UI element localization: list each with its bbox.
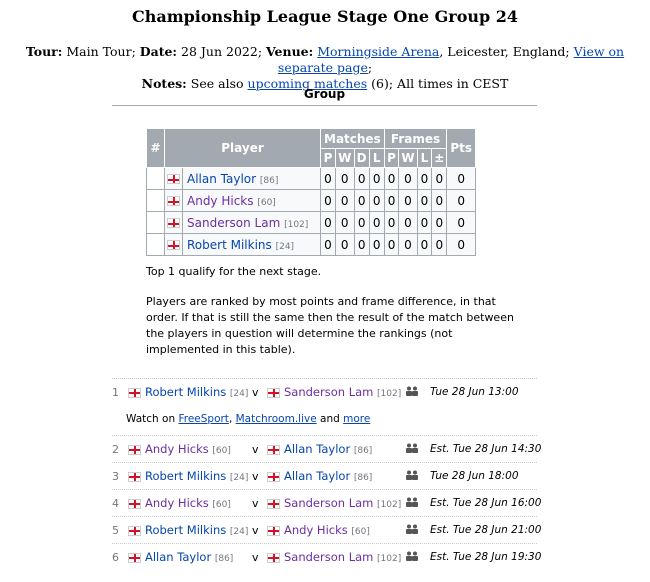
stat-cell: 0 bbox=[321, 234, 336, 256]
player-cell bbox=[183, 168, 321, 190]
match-row bbox=[112, 489, 542, 516]
col-frames: Frames bbox=[384, 129, 447, 149]
notes-pre: See also bbox=[190, 76, 244, 91]
standings-table bbox=[146, 128, 476, 256]
versus-label: v bbox=[252, 386, 259, 399]
col-matches: Matches bbox=[321, 129, 385, 149]
stat-cell: 0 bbox=[354, 168, 369, 190]
england-flag-icon bbox=[267, 499, 280, 509]
player-seed: [60] bbox=[212, 446, 231, 456]
stat-cell: 0 bbox=[447, 212, 476, 234]
player-two bbox=[267, 379, 401, 408]
stat-cell: 0 bbox=[335, 212, 354, 234]
england-flag-icon bbox=[128, 499, 141, 509]
stat-cell: 0 bbox=[447, 190, 476, 212]
tournament-info: Tour: Main Tour; Date: 28 Jun 2022; Venue: Morningside Arena, Leicester, England; View on separate page; Notes: See also upcoming matches (6); All times in CEST bbox=[25, 44, 625, 91]
player-link[interactable]: Robert Milkins bbox=[145, 385, 227, 399]
subcol-header: W bbox=[335, 149, 354, 168]
versus-label: v bbox=[252, 470, 259, 483]
player-link[interactable]: Sanderson Lam bbox=[284, 496, 374, 510]
venue-location: , Leicester, England; bbox=[439, 44, 570, 59]
player-seed: [60] bbox=[257, 197, 276, 208]
stat-cell: 0 bbox=[335, 234, 354, 256]
player-two bbox=[267, 436, 372, 465]
col-player: Player bbox=[165, 129, 321, 168]
stat-cell: 0 bbox=[354, 212, 369, 234]
rank-cell bbox=[147, 234, 165, 256]
match-row bbox=[112, 516, 542, 543]
notes-post: (6); All times in CEST bbox=[371, 76, 509, 91]
watch-and: and bbox=[320, 413, 340, 425]
stat-cell: 0 bbox=[354, 234, 369, 256]
match-row bbox=[112, 435, 542, 462]
england-flag-icon bbox=[128, 553, 141, 563]
player-link[interactable]: Andy Hicks bbox=[284, 523, 348, 537]
player-seed: [102] bbox=[377, 389, 402, 399]
match-row bbox=[112, 543, 542, 570]
stat-cell: 0 bbox=[369, 234, 384, 256]
flag-cell bbox=[165, 168, 183, 190]
rank-cell bbox=[147, 212, 165, 234]
player-seed: [86] bbox=[259, 175, 279, 186]
tour-label: Tour: bbox=[25, 44, 63, 59]
player-seed: [24] bbox=[229, 527, 249, 537]
separate-page-link[interactable]: View on separate page bbox=[277, 44, 625, 75]
match-number: 6 bbox=[112, 551, 119, 564]
player-two bbox=[267, 463, 372, 492]
players-icon[interactable] bbox=[405, 379, 419, 406]
table-row bbox=[147, 212, 476, 234]
freesport-link[interactable]: FreeSport bbox=[178, 413, 229, 425]
player-one bbox=[128, 517, 248, 546]
match-time: Est. Tue 28 Jun 16:00 bbox=[430, 497, 542, 509]
stat-cell: 0 bbox=[417, 212, 432, 234]
more-link[interactable]: more bbox=[343, 413, 371, 425]
stat-cell: 0 bbox=[432, 234, 447, 256]
flag-cell bbox=[165, 212, 183, 234]
player-link[interactable]: Andy Hicks bbox=[145, 442, 209, 456]
england-flag-icon bbox=[167, 174, 180, 184]
england-flag-icon bbox=[128, 388, 141, 398]
col-rank: # bbox=[147, 129, 165, 168]
stat-cell: 0 bbox=[447, 168, 476, 190]
watch-prefix: Watch on bbox=[126, 413, 176, 425]
stat-cell: 0 bbox=[335, 190, 354, 212]
versus-label: v bbox=[252, 497, 259, 510]
player-one bbox=[128, 490, 231, 519]
match-number: 2 bbox=[112, 443, 119, 456]
stat-cell: 0 bbox=[384, 168, 399, 190]
match-row bbox=[112, 378, 537, 405]
stat-cell: 0 bbox=[432, 168, 447, 190]
player-link[interactable]: Allan Taylor bbox=[187, 171, 257, 186]
ranking-note: Players are ranked by most points and frame difference, in that order. If that is still the same then the result of the match between the players in question will determine the rankings (not implemented in this table). bbox=[146, 295, 514, 356]
stat-cell: 0 bbox=[447, 234, 476, 256]
table-row bbox=[147, 190, 476, 212]
col-points: Pts bbox=[447, 129, 476, 168]
player-link[interactable]: Allan Taylor bbox=[284, 442, 351, 456]
watch-separator: , bbox=[228, 413, 233, 425]
player-seed: [86] bbox=[353, 446, 373, 456]
player-link[interactable]: Sanderson Lam bbox=[284, 385, 374, 399]
stat-cell: 0 bbox=[432, 190, 447, 212]
stat-cell: 0 bbox=[432, 212, 447, 234]
player-seed: [102] bbox=[284, 219, 309, 230]
england-flag-icon bbox=[167, 218, 180, 228]
page-title: Championship League Stage One Group 24 bbox=[131, 7, 519, 26]
table-row bbox=[147, 168, 476, 190]
versus-label: v bbox=[252, 551, 259, 564]
england-flag-icon bbox=[167, 196, 180, 206]
england-flag-icon bbox=[267, 553, 280, 563]
player-seed: [60] bbox=[351, 527, 370, 537]
match-number: 5 bbox=[112, 524, 119, 537]
player-cell bbox=[183, 212, 321, 234]
subcol-header: L bbox=[417, 149, 432, 168]
players-icon[interactable] bbox=[405, 544, 419, 571]
upcoming-matches-link[interactable]: upcoming matches bbox=[247, 76, 368, 91]
qualify-note: Top 1 qualify for the next stage. bbox=[146, 265, 322, 278]
player-link[interactable]: Andy Hicks bbox=[187, 193, 254, 208]
stat-cell: 0 bbox=[417, 168, 432, 190]
england-flag-icon bbox=[128, 445, 141, 455]
england-flag-icon bbox=[267, 445, 280, 455]
tour-value: Main Tour bbox=[66, 44, 132, 59]
player-one bbox=[128, 463, 248, 492]
stat-cell: 0 bbox=[321, 212, 336, 234]
player-link[interactable]: Sanderson Lam bbox=[284, 550, 374, 564]
match-number: 4 bbox=[112, 497, 119, 510]
match-list bbox=[112, 378, 542, 570]
match-number: 3 bbox=[112, 470, 119, 483]
players-icon[interactable] bbox=[405, 490, 419, 517]
england-flag-icon bbox=[267, 526, 280, 536]
stat-cell: 0 bbox=[335, 168, 354, 190]
notes-label: Notes: bbox=[141, 76, 187, 91]
england-flag-icon bbox=[167, 240, 180, 250]
flag-cell bbox=[165, 190, 183, 212]
stat-cell: 0 bbox=[321, 168, 336, 190]
player-seed: [24] bbox=[275, 241, 295, 252]
subcol-header: ± bbox=[432, 149, 447, 168]
rank-cell bbox=[147, 168, 165, 190]
players-icon[interactable] bbox=[405, 463, 419, 490]
stat-cell: 0 bbox=[369, 190, 384, 212]
stat-cell: 0 bbox=[399, 212, 417, 234]
player-seed: [60] bbox=[212, 500, 231, 510]
stat-cell: 0 bbox=[354, 190, 369, 212]
player-link[interactable]: Andy Hicks bbox=[145, 496, 209, 510]
stat-cell: 0 bbox=[384, 234, 399, 256]
separator: ; bbox=[367, 60, 373, 75]
subcol-header: L bbox=[369, 149, 384, 168]
subcol-header: P bbox=[384, 149, 399, 168]
player-link[interactable]: Sanderson Lam bbox=[187, 215, 281, 230]
watch-links bbox=[112, 405, 537, 435]
matchroom-link[interactable]: Matchroom.live bbox=[235, 413, 317, 425]
stat-cell: 0 bbox=[417, 190, 432, 212]
stat-cell: 0 bbox=[399, 168, 417, 190]
england-flag-icon bbox=[267, 388, 280, 398]
player-two bbox=[267, 490, 401, 519]
rank-cell bbox=[147, 190, 165, 212]
subcol-header: W bbox=[399, 149, 417, 168]
player-link[interactable]: Allan Taylor bbox=[284, 469, 351, 483]
player-seed: [86] bbox=[353, 473, 373, 483]
player-cell bbox=[183, 234, 321, 256]
player-link[interactable]: Allan Taylor bbox=[145, 550, 212, 564]
england-flag-icon bbox=[128, 526, 141, 536]
stat-cell: 0 bbox=[321, 190, 336, 212]
stat-cell: 0 bbox=[369, 212, 384, 234]
player-link[interactable]: Robert Milkins bbox=[145, 523, 227, 537]
player-seed: [86] bbox=[214, 554, 234, 564]
stat-cell: 0 bbox=[399, 190, 417, 212]
versus-label: v bbox=[252, 443, 259, 456]
match-time: Tue 28 Jun 18:00 bbox=[430, 470, 519, 482]
date-value: 28 Jun 2022 bbox=[181, 44, 258, 59]
players-icon[interactable] bbox=[405, 436, 419, 463]
stat-cell: 0 bbox=[399, 234, 417, 256]
stat-cell: 0 bbox=[384, 212, 399, 234]
player-one bbox=[128, 436, 231, 465]
match-time: Est. Tue 28 Jun 21:00 bbox=[430, 524, 542, 536]
stat-cell: 0 bbox=[384, 190, 399, 212]
england-flag-icon bbox=[128, 472, 141, 482]
player-cell bbox=[183, 190, 321, 212]
stat-cell: 0 bbox=[369, 168, 384, 190]
versus-label: v bbox=[252, 524, 259, 537]
player-seed: [102] bbox=[377, 554, 402, 564]
england-flag-icon bbox=[267, 472, 280, 482]
player-two bbox=[267, 544, 401, 573]
group-heading: Group bbox=[112, 87, 537, 106]
players-icon[interactable] bbox=[405, 517, 419, 544]
date-label: Date: bbox=[139, 44, 178, 59]
player-seed: [24] bbox=[229, 473, 249, 483]
match-time: Est. Tue 28 Jun 19:30 bbox=[430, 551, 542, 563]
table-row bbox=[147, 234, 476, 256]
subcol-header: D bbox=[354, 149, 369, 168]
match-time: Est. Tue 28 Jun 14:30 bbox=[430, 443, 542, 455]
flag-cell bbox=[165, 234, 183, 256]
match-row bbox=[112, 462, 537, 489]
venue-label: Venue: bbox=[266, 44, 314, 59]
qualification-notes bbox=[146, 264, 516, 372]
player-link[interactable]: Robert Milkins bbox=[145, 469, 227, 483]
player-seed: [102] bbox=[377, 500, 402, 510]
venue-link[interactable]: Morningside Arena bbox=[317, 44, 440, 59]
player-link[interactable]: Robert Milkins bbox=[187, 237, 272, 252]
subcol-header: P bbox=[321, 149, 336, 168]
player-one bbox=[128, 544, 233, 573]
stat-cell: 0 bbox=[417, 234, 432, 256]
match-time: Tue 28 Jun 13:00 bbox=[430, 386, 519, 398]
player-seed: [24] bbox=[229, 389, 249, 399]
player-two bbox=[267, 517, 370, 546]
player-one bbox=[128, 379, 248, 408]
match-number: 1 bbox=[112, 386, 119, 399]
